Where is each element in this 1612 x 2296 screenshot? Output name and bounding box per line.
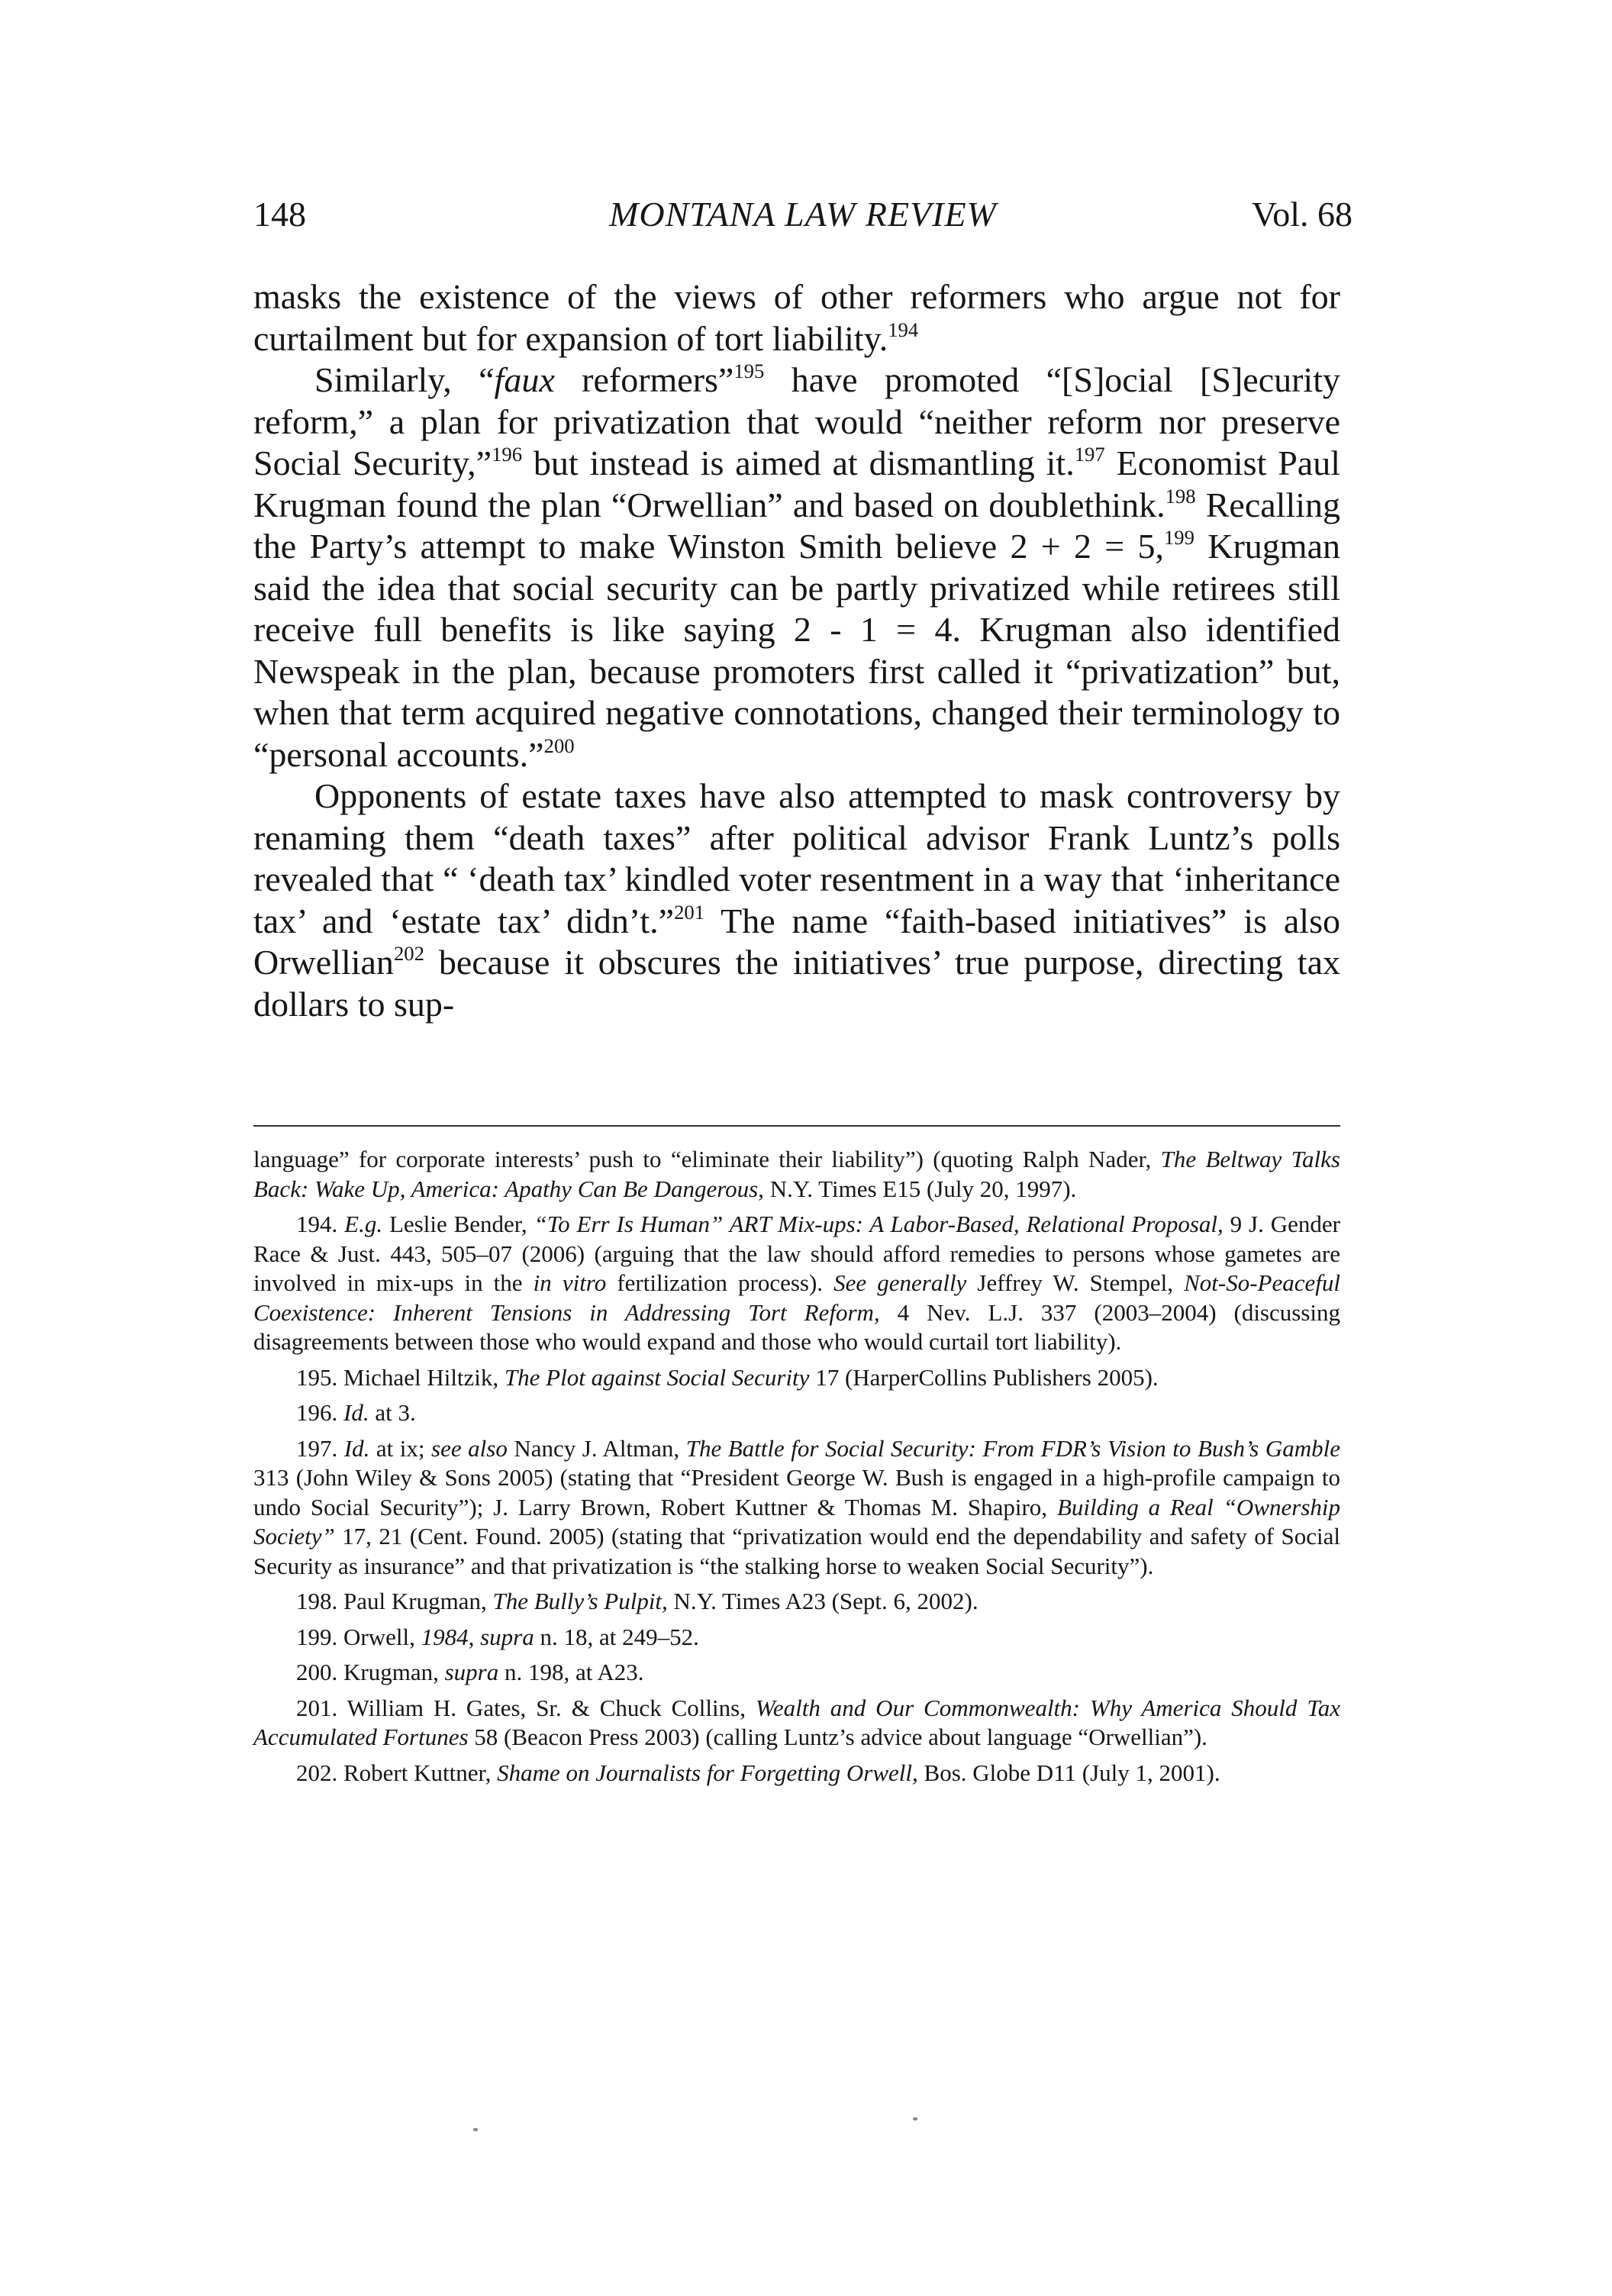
italic-run: see also (431, 1434, 508, 1462)
text-run: 202. Robert Kuttner, (296, 1759, 498, 1786)
text-run: 58 (Beacon Press 2003) (calling Luntz’s advice about language “Orwellian”). (468, 1724, 1207, 1750)
footnote-ref: 194 (888, 318, 919, 341)
text-run: have promoted “[S]ocial [S]ecurity reform,” a plan for privatization that would “neither reform nor preserve Social Security,” (253, 360, 1340, 482)
footnote-201 (253, 1694, 1340, 1753)
text-run: Economist Paul Krugman found the plan “Orwellian” and based on doublethink. (253, 443, 1340, 524)
journal-title: MONTANA LAW REVIEW (609, 195, 997, 234)
text-run: 201. William H. Gates, Sr. & Chuck Collins, (296, 1694, 756, 1721)
text-run: 198. Paul Krugman, (296, 1588, 493, 1614)
text-run: at 3. (369, 1399, 416, 1426)
text-run: 4 Nev. L.J. 337 (2003–2004) (discussing disagreements between those who would expand and those who would curtail tort liability). (253, 1298, 1340, 1355)
footnote-198 (253, 1587, 1340, 1617)
text-run: 197. (296, 1434, 344, 1462)
text-run: 194. (296, 1211, 345, 1237)
text-run: 313 (John Wiley & Sons 2005) (stating that “President George W. Bush is engaged in a high-profile campaign to undo Social Security”); J. Larry Brown, Robert Kuttner & Thomas M. Shapiro, (253, 1464, 1340, 1520)
text-run: n. 18, at 249–52. (534, 1623, 699, 1650)
text-run: 17, 21 (Cent. Found. 2005) (stating that “privatization would end the dependability and safety of Social Security as insurance” and that privatization is “the stalking horse to weaken Social Security”). (253, 1523, 1340, 1579)
text-run: 199. Orwell, (296, 1623, 421, 1650)
text-run: Nancy J. Altman, (507, 1434, 686, 1462)
text-run: Recalling the Party’s attempt to make Winston Smith believe 2 + 2 = 5, (253, 485, 1341, 566)
footnote-ref: 202 (393, 942, 424, 966)
italic-run: See generally (833, 1269, 967, 1296)
italic-run: The Beltway Talks Back: Wake Up, America: Apathy Can Be Dangerous, (253, 1146, 1340, 1202)
footnote-194 (253, 1210, 1340, 1357)
text-run: 200. Krugman, (296, 1659, 445, 1685)
italic-run: Not-So-Peaceful Coexistence: Inherent Tensions in Addressing Tort Reform, (253, 1269, 1340, 1326)
italic-run: in vitro (533, 1269, 607, 1296)
text-run: 196. (296, 1399, 343, 1426)
italic-run: supra (444, 1659, 499, 1685)
text-run: masks the existence of the views of other reformers who argue not for curtailment but for expansion of tort liability. (253, 277, 1340, 358)
italic-run: Shame on Journalists for Forgetting Orwell, (497, 1759, 918, 1786)
text-run: Bos. Globe D11 (July 1, 2001). (917, 1759, 1220, 1786)
volume-label: Vol. 68 (1251, 195, 1352, 234)
italic-run: Id. (343, 1399, 369, 1426)
footnote-divider (253, 1125, 1340, 1127)
footnote-ref: 200 (543, 734, 575, 757)
footnote-197 (253, 1434, 1340, 1582)
footnote-ref: 201 (674, 900, 705, 924)
text-run: 195. Michael Hiltzik, (296, 1363, 505, 1391)
running-header (253, 194, 1352, 247)
text-run: but instead is aimed at dismantling it. (522, 443, 1075, 482)
text-run: fertilization process). (606, 1269, 834, 1296)
footnote-195 (253, 1363, 1340, 1393)
paragraph-continuation (253, 276, 1340, 360)
text-run: The name “faith-based initiatives” is also Orwellian (253, 901, 1340, 982)
text-run: Leslie Bender, (382, 1211, 534, 1237)
italic-run: faux (494, 360, 555, 399)
main-text (253, 276, 1340, 1025)
paragraph-social-security (253, 360, 1340, 776)
italic-run: The Plot against Social Security (504, 1363, 810, 1391)
text-run: N.Y. Times E15 (July 20, 1997). (763, 1175, 1077, 1202)
italic-run: The Battle for Social Security: From FDR’s Vision to Bush’s Gamble (685, 1434, 1341, 1462)
italic-run: E.g. (344, 1211, 383, 1237)
footnote-ref: 199 (1163, 526, 1194, 550)
scan-speck (473, 2128, 478, 2131)
paragraph-estate-taxes (253, 776, 1340, 1025)
text-run: 17 (HarperCollins Publishers 2005). (809, 1363, 1159, 1391)
italic-run: The Bully’s Pulpit, (492, 1588, 668, 1614)
footnote-202 (253, 1759, 1340, 1788)
text-run: because it obscures the initiatives’ true purpose, directing tax dollars to sup- (253, 943, 1340, 1024)
text-run: N.Y. Times A23 (Sept. 6, 2002). (667, 1588, 978, 1614)
footnote-ref: 198 (1165, 484, 1196, 508)
page-number: 148 (253, 195, 306, 234)
italic-run: Wealth and Our Commonwealth: Why America Should Tax Accumulated Fortunes (253, 1694, 1340, 1750)
text-run: 9 J. Gender Race & Just. 443, 505–07 (2006) (arguing that the law should afford remedies to persons whose gametes are involved in mix-ups in the (253, 1211, 1340, 1296)
footnote-continuation (253, 1145, 1340, 1204)
italic-run: Id. (343, 1434, 370, 1462)
footnote-ref: 195 (733, 360, 765, 383)
italic-run: Building a Real “Ownership Society” (253, 1493, 1340, 1549)
text-run: Opponents of estate taxes have also attempted to mask controversy by renaming them “death taxes” after political advisor Frank Luntz’s polls revealed that “ ‘death tax’ kindled voter resentment in a way that ‘inheritance tax’ and ‘estate tax’ didn’t.” (253, 776, 1340, 940)
footnote-199 (253, 1623, 1340, 1653)
footnote-196 (253, 1398, 1340, 1428)
text-run: Similarly, “ (314, 360, 495, 399)
footnote-ref: 196 (492, 443, 523, 466)
italic-run: 1984, supra (421, 1623, 534, 1650)
text-run: Krugman said the idea that social security can be partly privatized while retirees still receive full benefits is like saying 2 - 1 = 4. Krugman also identified Newspeak in the plan, because promoters first called it “privatization” but, when that term acquired negative connotations, changed their terminology to “personal accounts.” (253, 527, 1340, 774)
footnote-ref: 197 (1074, 443, 1105, 466)
text-run: reformers” (554, 360, 734, 399)
text-run: Jeffrey W. Stempel, (966, 1269, 1185, 1296)
text-run: at ix; (369, 1434, 432, 1462)
italic-run: “To Err Is Human” ART Mix-ups: A Labor-Based, Relational Proposal, (534, 1211, 1224, 1237)
footnotes (253, 1145, 1340, 1794)
footnote-200 (253, 1658, 1340, 1688)
text-run: n. 198, at A23. (498, 1659, 644, 1685)
scan-speck (913, 2117, 917, 2120)
text-run: language” for corporate interests’ push to “eliminate their liability”) (quoting Ralph Nader, (253, 1146, 1161, 1172)
